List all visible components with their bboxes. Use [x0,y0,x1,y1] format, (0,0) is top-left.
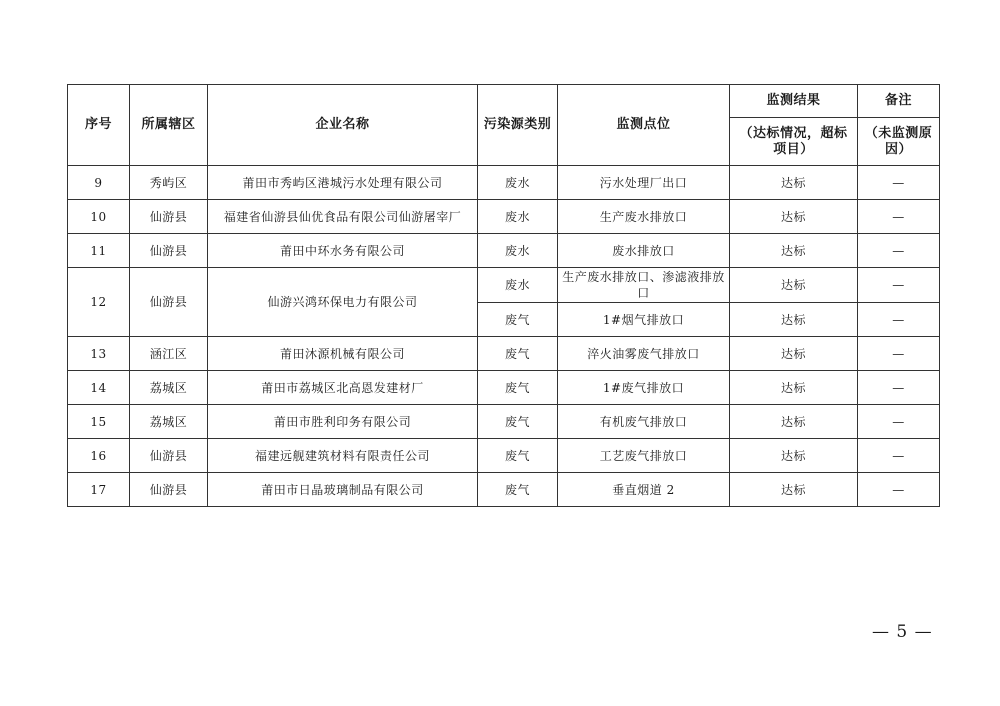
cell-district: 荔城区 [130,371,208,405]
table-row [68,371,940,405]
cell-result: 达标 [730,303,858,337]
table-row [68,268,940,303]
cell-result: 达标 [730,371,858,405]
cell-point: 有机废气排放口 [558,405,730,439]
cell-result: 达标 [730,439,858,473]
cell-remark: — [858,405,940,439]
cell-company: 福建省仙游县仙优食品有限公司仙游屠宰厂 [208,200,478,234]
table-row [68,234,940,268]
cell-seq: 15 [68,405,130,439]
cell-district: 仙游县 [130,200,208,234]
cell-result: 达标 [730,473,858,507]
header-seq: 序号 [68,85,130,166]
cell-point: 垂直烟道 2 [558,473,730,507]
cell-district: 涵江区 [130,337,208,371]
table-row [68,200,940,234]
cell-seq: 9 [68,166,130,200]
cell-remark: — [858,200,940,234]
cell-district: 仙游县 [130,439,208,473]
cell-type: 废气 [478,439,558,473]
cell-remark: — [858,234,940,268]
cell-point: 生产废水排放口 [558,200,730,234]
cell-remark: — [858,166,940,200]
cell-type: 废水 [478,166,558,200]
cell-company: 仙游兴鸿环保电力有限公司 [208,268,478,337]
cell-district: 仙游县 [130,268,208,337]
cell-result: 达标 [730,166,858,200]
header-remark-note: （未监测原因） [858,118,940,166]
header-monitor-point: 监测点位 [558,85,730,166]
table-row [68,473,940,507]
cell-type: 废水 [478,200,558,234]
cell-seq: 17 [68,473,130,507]
cell-remark: — [858,268,940,303]
header-district: 所属辖区 [130,85,208,166]
monitoring-results-table [67,84,940,507]
cell-company: 莆田中环水务有限公司 [208,234,478,268]
cell-district: 秀屿区 [130,166,208,200]
cell-point: 工艺废气排放口 [558,439,730,473]
cell-seq: 14 [68,371,130,405]
header-company: 企业名称 [208,85,478,166]
cell-point: 生产废水排放口、渗滤液排放口 [558,268,730,303]
header-pollution-type: 污染源类别 [478,85,558,166]
cell-company: 莆田市胜利印务有限公司 [208,405,478,439]
cell-company: 莆田市日晶玻璃制品有限公司 [208,473,478,507]
cell-type: 废水 [478,268,558,303]
cell-type: 废气 [478,337,558,371]
table-row [68,439,940,473]
cell-result: 达标 [730,405,858,439]
cell-type: 废水 [478,234,558,268]
table-row [68,166,940,200]
header-result-note: （达标情况，超标项目） [730,118,858,166]
cell-seq: 10 [68,200,130,234]
cell-type: 废气 [478,473,558,507]
cell-point: 淬火油雾废气排放口 [558,337,730,371]
cell-company: 莆田沐源机械有限公司 [208,337,478,371]
table-row [68,337,940,371]
cell-type: 废气 [478,371,558,405]
cell-point: 废水排放口 [558,234,730,268]
cell-result: 达标 [730,200,858,234]
cell-seq: 11 [68,234,130,268]
cell-point: 1#废气排放口 [558,371,730,405]
page-number: — 5 — [872,622,933,642]
cell-type: 废气 [478,303,558,337]
cell-district: 荔城区 [130,405,208,439]
table-row [68,405,940,439]
cell-company: 莆田市秀屿区港城污水处理有限公司 [208,166,478,200]
cell-point: 污水处理厂出口 [558,166,730,200]
cell-company: 福建远舰建筑材料有限责任公司 [208,439,478,473]
cell-seq: 12 [68,268,130,337]
cell-district: 仙游县 [130,234,208,268]
cell-seq: 13 [68,337,130,371]
cell-remark: — [858,439,940,473]
cell-result: 达标 [730,268,858,303]
cell-company: 莆田市荔城区北高恩发建材厂 [208,371,478,405]
cell-remark: — [858,371,940,405]
cell-seq: 16 [68,439,130,473]
cell-district: 仙游县 [130,473,208,507]
header-remark: 备注 [858,85,940,118]
cell-remark: — [858,303,940,337]
cell-remark: — [858,337,940,371]
cell-type: 废气 [478,405,558,439]
cell-remark: — [858,473,940,507]
header-result: 监测结果 [730,85,858,118]
cell-point: 1#烟气排放口 [558,303,730,337]
cell-result: 达标 [730,234,858,268]
cell-result: 达标 [730,337,858,371]
